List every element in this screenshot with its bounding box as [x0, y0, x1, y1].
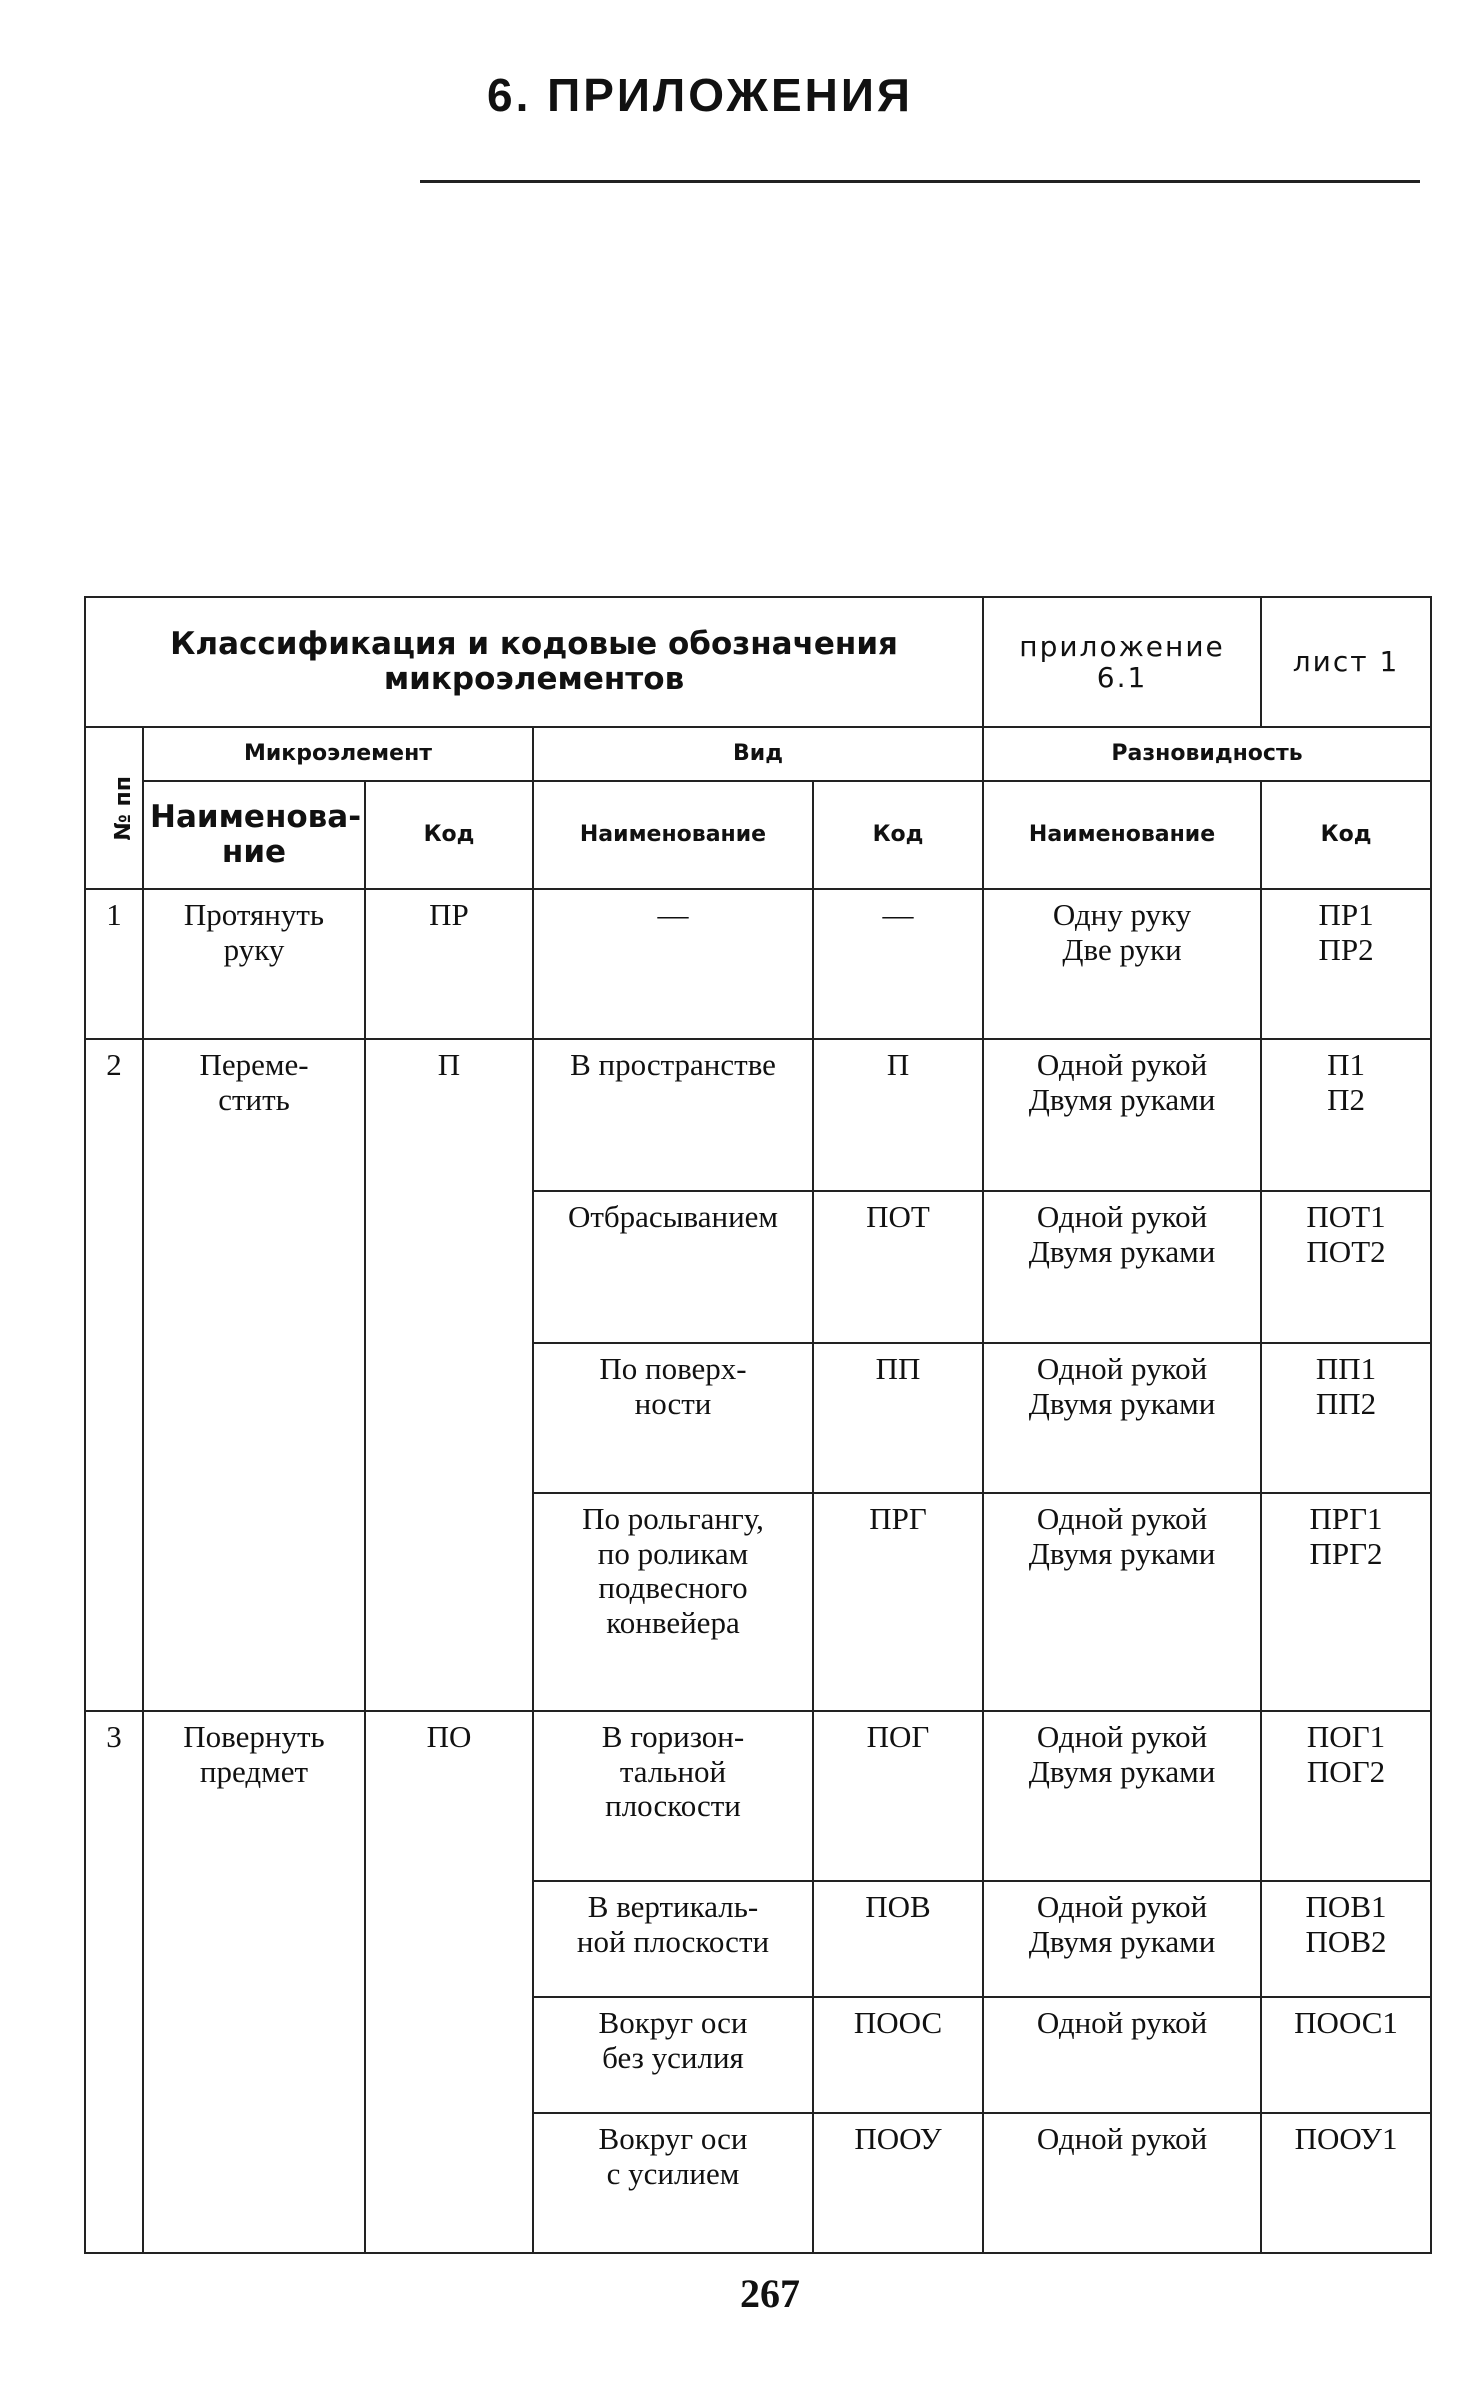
type-code: —: [813, 889, 983, 1039]
variety-name: Одну руку Две руки: [983, 889, 1261, 1039]
title-rule: [420, 180, 1420, 183]
appendix-label: приложение 6.1: [983, 597, 1261, 727]
type-name: В пространстве: [533, 1039, 813, 1191]
microelement-header: Микроэлемент: [143, 727, 533, 781]
microelements-table: [84, 596, 1432, 2254]
number-column-header: № пп: [85, 727, 143, 889]
type-name: В вертикаль- ной плоскости: [533, 1881, 813, 1997]
table-row: [85, 1039, 1431, 1191]
row-number: 1: [85, 889, 143, 1039]
type-header: Вид: [533, 727, 983, 781]
variety-code: ПП1 ПП2: [1261, 1343, 1431, 1493]
variety-name: Одной рукой: [983, 2113, 1261, 2253]
variety-code: ПОВ1 ПОВ2: [1261, 1881, 1431, 1997]
table-row: [85, 1711, 1431, 1881]
variety-code: П1 П2: [1261, 1039, 1431, 1191]
type-code-header: Код: [813, 781, 983, 889]
table-row: [85, 889, 1431, 1039]
page-number: 267: [740, 2271, 800, 2316]
table-heading: Классификация и кодовые обозначения микроэлементов: [85, 597, 983, 727]
variety-code-header: Код: [1261, 781, 1431, 889]
microelement-name: Повернуть предмет: [143, 1711, 365, 2253]
variety-name: Одной рукой Двумя руками: [983, 1191, 1261, 1343]
microelement-name: Переме- стить: [143, 1039, 365, 1711]
type-name: Вокруг оси с усилием: [533, 2113, 813, 2253]
variety-name: Одной рукой Двумя руками: [983, 1881, 1261, 1997]
type-code: ПОГ: [813, 1711, 983, 1881]
variety-name: Одной рукой Двумя руками: [983, 1711, 1261, 1881]
page-title: 6. ПРИЛОЖЕНИЯ: [486, 69, 913, 121]
microelement-code: ПР: [365, 889, 533, 1039]
type-name-header: Наименование: [533, 781, 813, 889]
micro-code-header: Код: [365, 781, 533, 889]
row-number: 2: [85, 1039, 143, 1711]
microelement-code: П: [365, 1039, 533, 1711]
type-code: ПП: [813, 1343, 983, 1493]
row-number: 3: [85, 1711, 143, 2253]
variety-name: Одной рукой Двумя руками: [983, 1493, 1261, 1711]
type-code: ПООС: [813, 1997, 983, 2113]
variety-name-header: Наименование: [983, 781, 1261, 889]
type-name: Вокруг оси без усилия: [533, 1997, 813, 2113]
variety-code: ПООС1: [1261, 1997, 1431, 2113]
variety-code: ПР1 ПР2: [1261, 889, 1431, 1039]
type-code: ПРГ: [813, 1493, 983, 1711]
type-name: —: [533, 889, 813, 1039]
variety-code: ПОТ1 ПОТ2: [1261, 1191, 1431, 1343]
variety-name: Одной рукой: [983, 1997, 1261, 2113]
type-code: ПОВ: [813, 1881, 983, 1997]
microelement-name: Протянуть руку: [143, 889, 365, 1039]
variety-code: ПРГ1 ПРГ2: [1261, 1493, 1431, 1711]
type-name: В горизон- тальной плоскости: [533, 1711, 813, 1881]
type-code: ПООУ: [813, 2113, 983, 2253]
micro-name-header: Наименова- ние: [143, 781, 365, 889]
type-name: Отбрасыванием: [533, 1191, 813, 1343]
variety-header: Разновидность: [983, 727, 1431, 781]
variety-name: Одной рукой Двумя руками: [983, 1343, 1261, 1493]
type-name: По поверх- ности: [533, 1343, 813, 1493]
type-code: ПОТ: [813, 1191, 983, 1343]
microelement-code: ПО: [365, 1711, 533, 2253]
type-name: По рольгангу, по роликам подвесного конвейера: [533, 1493, 813, 1711]
sheet-label: лист 1: [1261, 597, 1431, 727]
type-code: П: [813, 1039, 983, 1191]
variety-name: Одной рукой Двумя руками: [983, 1039, 1261, 1191]
variety-code: ПОГ1 ПОГ2: [1261, 1711, 1431, 1881]
variety-code: ПООУ1: [1261, 2113, 1431, 2253]
